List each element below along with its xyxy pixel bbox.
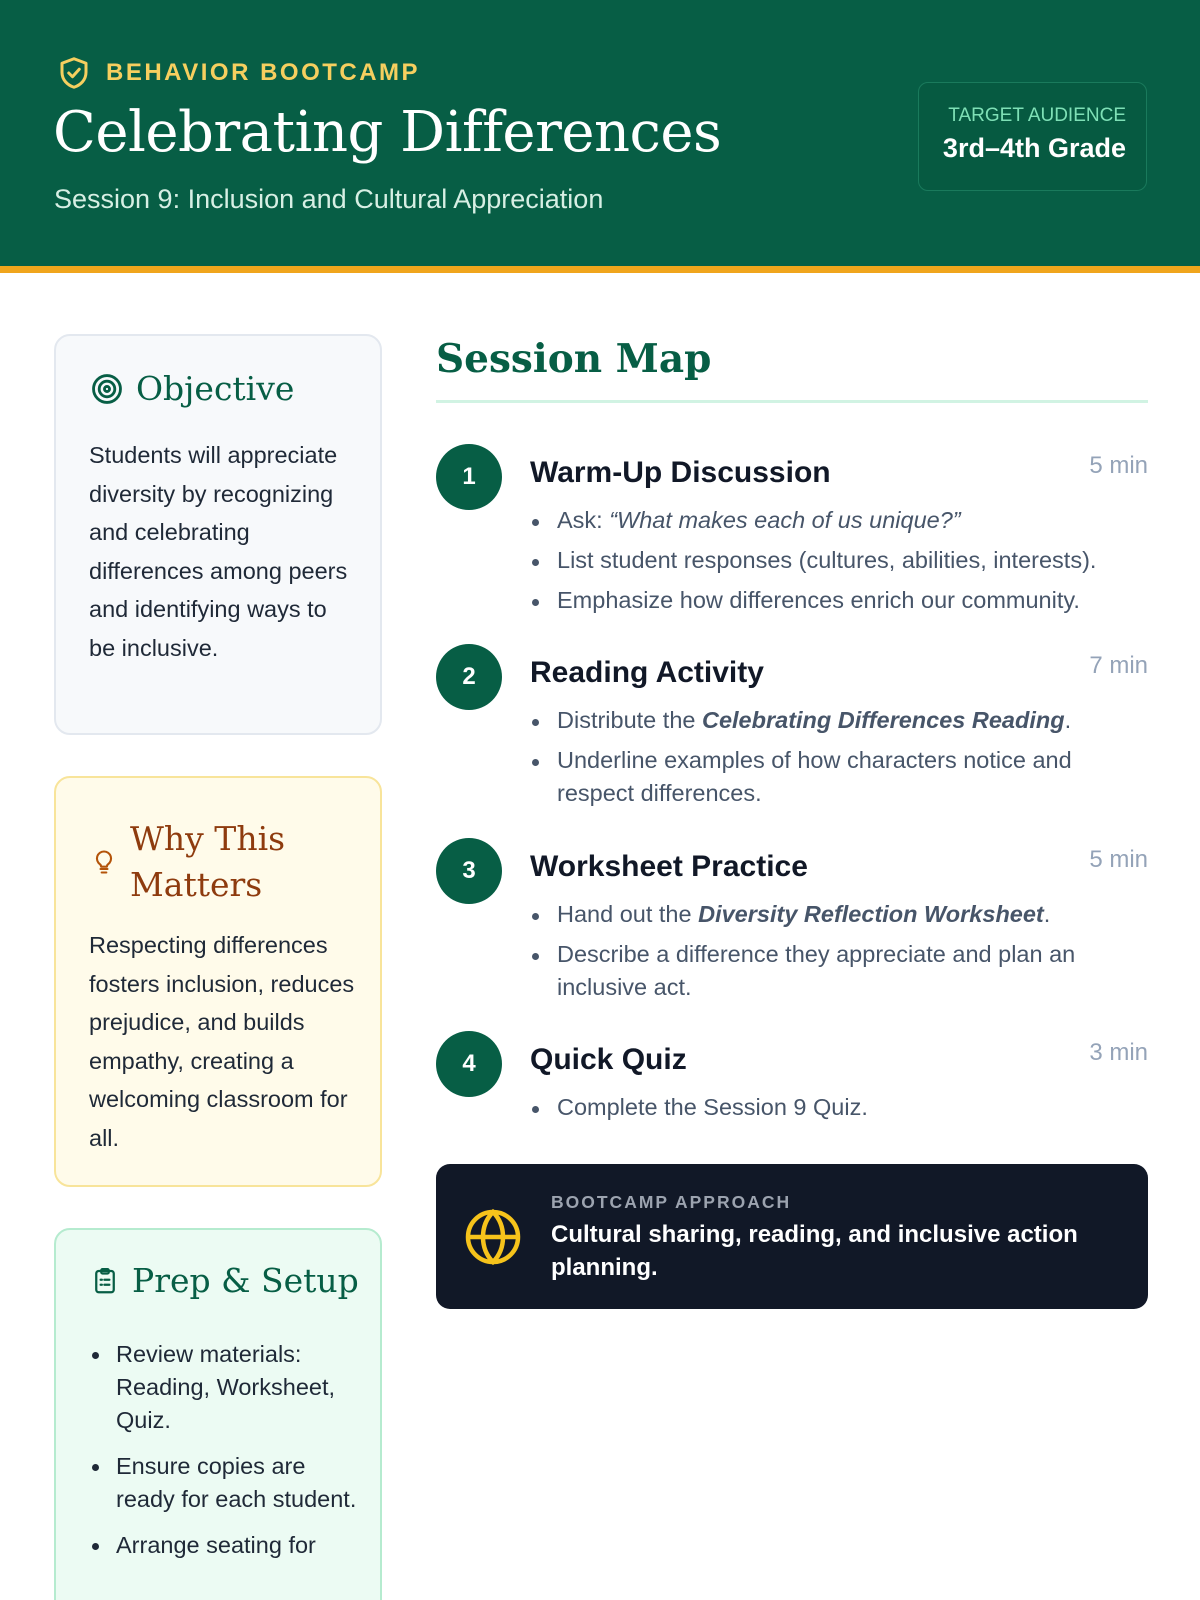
program-eyebrow [56,55,420,91]
step-bullet: Distribute the Celebrating Differences Reading. [530,704,1148,737]
step-title: Worksheet Practice [530,850,808,883]
target-audience-box [918,82,1147,191]
why-text: Respecting differences fosters inclusion, reduces prejudice, and builds empathy, creating a welcoming classroom for all. [89,932,355,1151]
approach-label: BOOTCAMP APPROACH [551,1192,792,1212]
objective-title: Objective [136,369,295,408]
step-bullet: Ask: “What makes each of us unique?” [530,504,1148,537]
globe-icon [463,1207,523,1267]
prep-item: Ensure copies are ready for each student. [89,1450,359,1516]
why-this-matters-card [54,776,382,1187]
step-bullet: Complete the Session 9 Quiz. [530,1091,1148,1124]
material-name: Diversity Reflection Worksheet [698,901,1044,927]
page-title: Celebrating Differences [53,100,722,165]
step-bullet: Hand out the Diversity Reflection Worksheet. [530,898,1148,931]
approach-text: Cultural sharing, reading, and inclusive action planning. [551,1221,1078,1281]
step-number-badge: 1 [436,444,502,510]
session-map-title: Session Map [436,336,712,382]
page-subtitle: Session 9: Inclusion and Cultural Appreciation [54,184,604,214]
target-audience-value: 3rd–4th Grade [942,133,1126,163]
step-bullet: Describe a difference they appreciate and plan an inclusive act. [530,938,1148,1004]
step-duration: 5 min [1089,846,1148,873]
program-name: BEHAVIOR BOOTCAMP [106,59,421,86]
step-bullet: Emphasize how differences enrich our community. [530,584,1148,617]
objective-card [54,334,382,735]
clipboard-icon [90,1266,120,1296]
prep-setup-card [54,1228,382,1600]
why-header [90,816,330,908]
step-bullets [530,504,1148,624]
prep-item: Arrange seating for [89,1529,359,1562]
material-name: Celebrating Differences Reading [701,707,1065,733]
step-bullet: Underline examples of how characters notice and respect differences. [530,744,1148,810]
session-map-divider [436,400,1148,403]
prep-list [89,1338,359,1575]
step-title: Reading Activity [530,656,764,689]
step-bullets [530,704,1148,817]
step-duration: 7 min [1089,652,1148,679]
step-duration: 3 min [1089,1039,1148,1066]
step-quote: “What makes each of us unique?” [609,507,961,533]
step-title: Warm-Up Discussion [530,456,831,489]
objective-text: Students will appreciate diversity by recognizing and celebrating differences among peers and identifying ways to be inclusive. [89,442,348,661]
step-bullets [530,1091,1148,1131]
objective-header [90,366,294,412]
step-title: Quick Quiz [530,1043,687,1076]
prep-title: Prep & Setup [132,1261,359,1300]
header-banner [0,0,1200,273]
prep-item: Review materials: Reading, Worksheet, Quiz. [89,1338,359,1437]
step-bullets [530,898,1148,1011]
bootcamp-approach-banner [436,1164,1148,1309]
target-icon [90,372,124,406]
step-number-badge: 2 [436,644,502,710]
step-number-badge: 4 [436,1031,502,1097]
prep-header [90,1258,359,1304]
step-bullet: List student responses (cultures, abilities, interests). [530,544,1148,577]
shield-check-icon [56,55,92,91]
target-audience-label: TARGET AUDIENCE [948,105,1126,126]
lightbulb-icon [90,848,118,876]
step-number-badge: 3 [436,838,502,904]
step-duration: 5 min [1089,452,1148,479]
why-title: Why This Matters [130,819,286,904]
